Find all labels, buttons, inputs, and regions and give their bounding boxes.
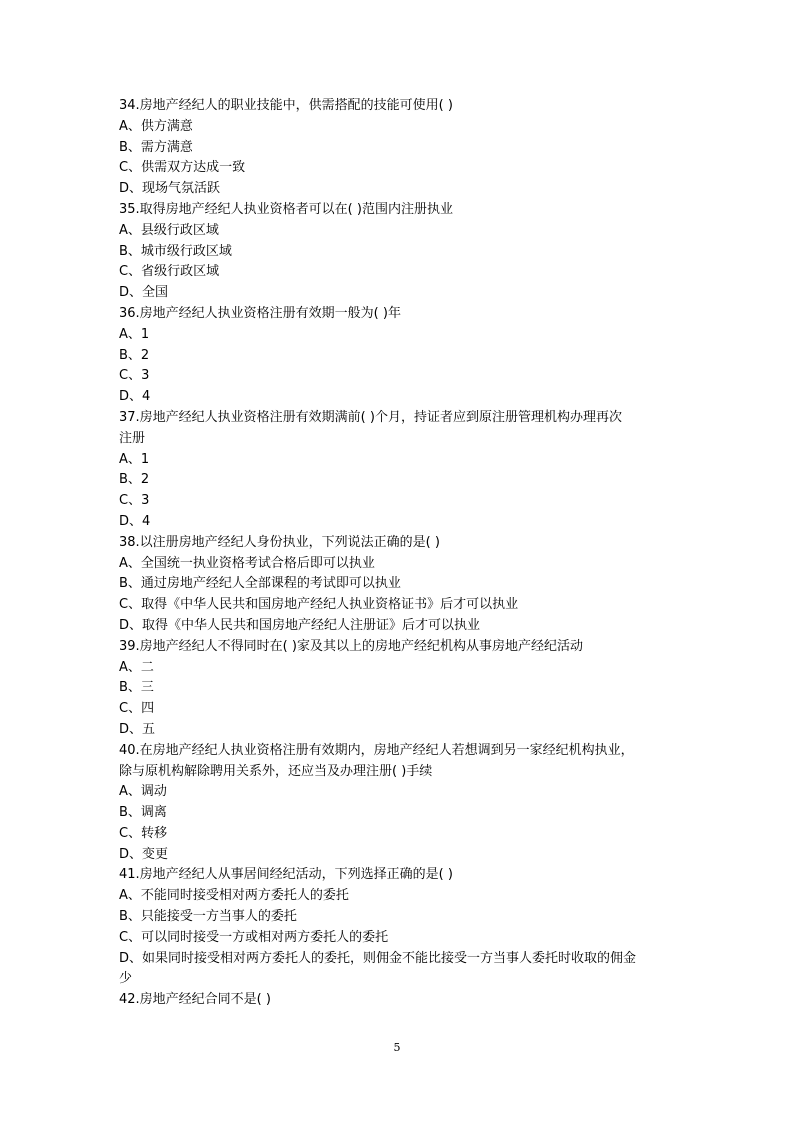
question-36: 36.房地产经纪人执业资格注册有效期一般为( )年 [119, 305, 401, 321]
question-39: 39.房地产经纪人不得同时在( )家及其以上的房地产经纪机构从事房地产经纪活动 [119, 638, 583, 654]
option-d: D、变更 [119, 846, 169, 862]
option-b: B、2 [119, 472, 150, 488]
option-d: D、4 [119, 513, 151, 529]
option-a: A、1 [119, 451, 150, 467]
option-c: C、3 [119, 493, 150, 509]
option-d: D、五 [119, 721, 156, 737]
option-a: A、不能同时接受相对两方委托人的委托 [119, 888, 349, 904]
question-41: 41.房地产经纪人从事居间经纪活动，下列选择正确的是( ) [119, 867, 453, 883]
option-a: A、全国统一执业资格考试合格后即可以执业 [119, 555, 375, 571]
option-a: A、县级行政区域 [119, 222, 219, 238]
option-a: A、调动 [119, 784, 167, 800]
page-number: 5 [393, 1041, 401, 1054]
option-a: A、二 [119, 659, 154, 675]
option-c: C、3 [119, 368, 150, 384]
question-37-continued: 注册 [119, 430, 146, 446]
option-b: B、城市级行政区域 [119, 243, 232, 259]
question-38: 38.以注册房地产经纪人身份执业，下列说法正确的是( ) [119, 534, 440, 550]
document-body [119, 96, 699, 1011]
option-c: C、省级行政区域 [119, 264, 220, 280]
option-d: D、取得《中华人民共和国房地产经纪人注册证》后才可以执业 [119, 617, 481, 633]
question-40: 40.在房地产经纪人执业资格注册有效期内，房地产经纪人若想调到另一家经纪机构执业， [119, 742, 634, 758]
option-b: B、三 [119, 680, 154, 696]
option-d: D、现场气氛活跃 [119, 181, 221, 197]
option-c: C、四 [119, 701, 155, 717]
option-c: C、可以同时接受一方或相对两方委托人的委托 [119, 929, 389, 945]
option-a: A、1 [119, 326, 150, 342]
option-d: D、4 [119, 389, 151, 405]
question-34: 34.房地产经纪人的职业技能中，供需搭配的技能可使用( ) [119, 98, 453, 113]
option-b: B、调离 [119, 805, 167, 821]
option-c: C、转移 [119, 825, 168, 841]
question-40-continued: 除与原机构解除聘用关系外，还应当及办理注册( )手续 [119, 763, 433, 779]
option-b: B、需方满意 [119, 139, 193, 155]
question-35: 35.取得房地产经纪人执业资格者可以在( )范围内注册执业 [119, 201, 453, 217]
option-b: B、2 [119, 347, 150, 363]
option-d-continued: 少 [119, 971, 133, 987]
question-42: 42.房地产经纪合同不是( ) [119, 992, 271, 1008]
option-c: C、取得《中华人民共和国房地产经纪人执业资格证书》后才可以执业 [119, 597, 519, 613]
option-a: A、供方满意 [119, 118, 193, 134]
option-d: D、全国 [119, 285, 169, 301]
question-37: 37.房地产经纪人执业资格注册有效期满前( )个月，持证者应到原注册管理机构办理再次 [119, 409, 622, 425]
option-b: B、通过房地产经纪人全部课程的考试即可以执业 [119, 576, 401, 592]
option-c: C、供需双方达成一致 [119, 160, 246, 176]
option-b: B、只能接受一方当事人的委托 [119, 909, 297, 925]
option-d: D、如果同时接受相对两方委托人的委托，则佣金不能比接受一方当事人委托时收取的佣金 [119, 950, 637, 966]
